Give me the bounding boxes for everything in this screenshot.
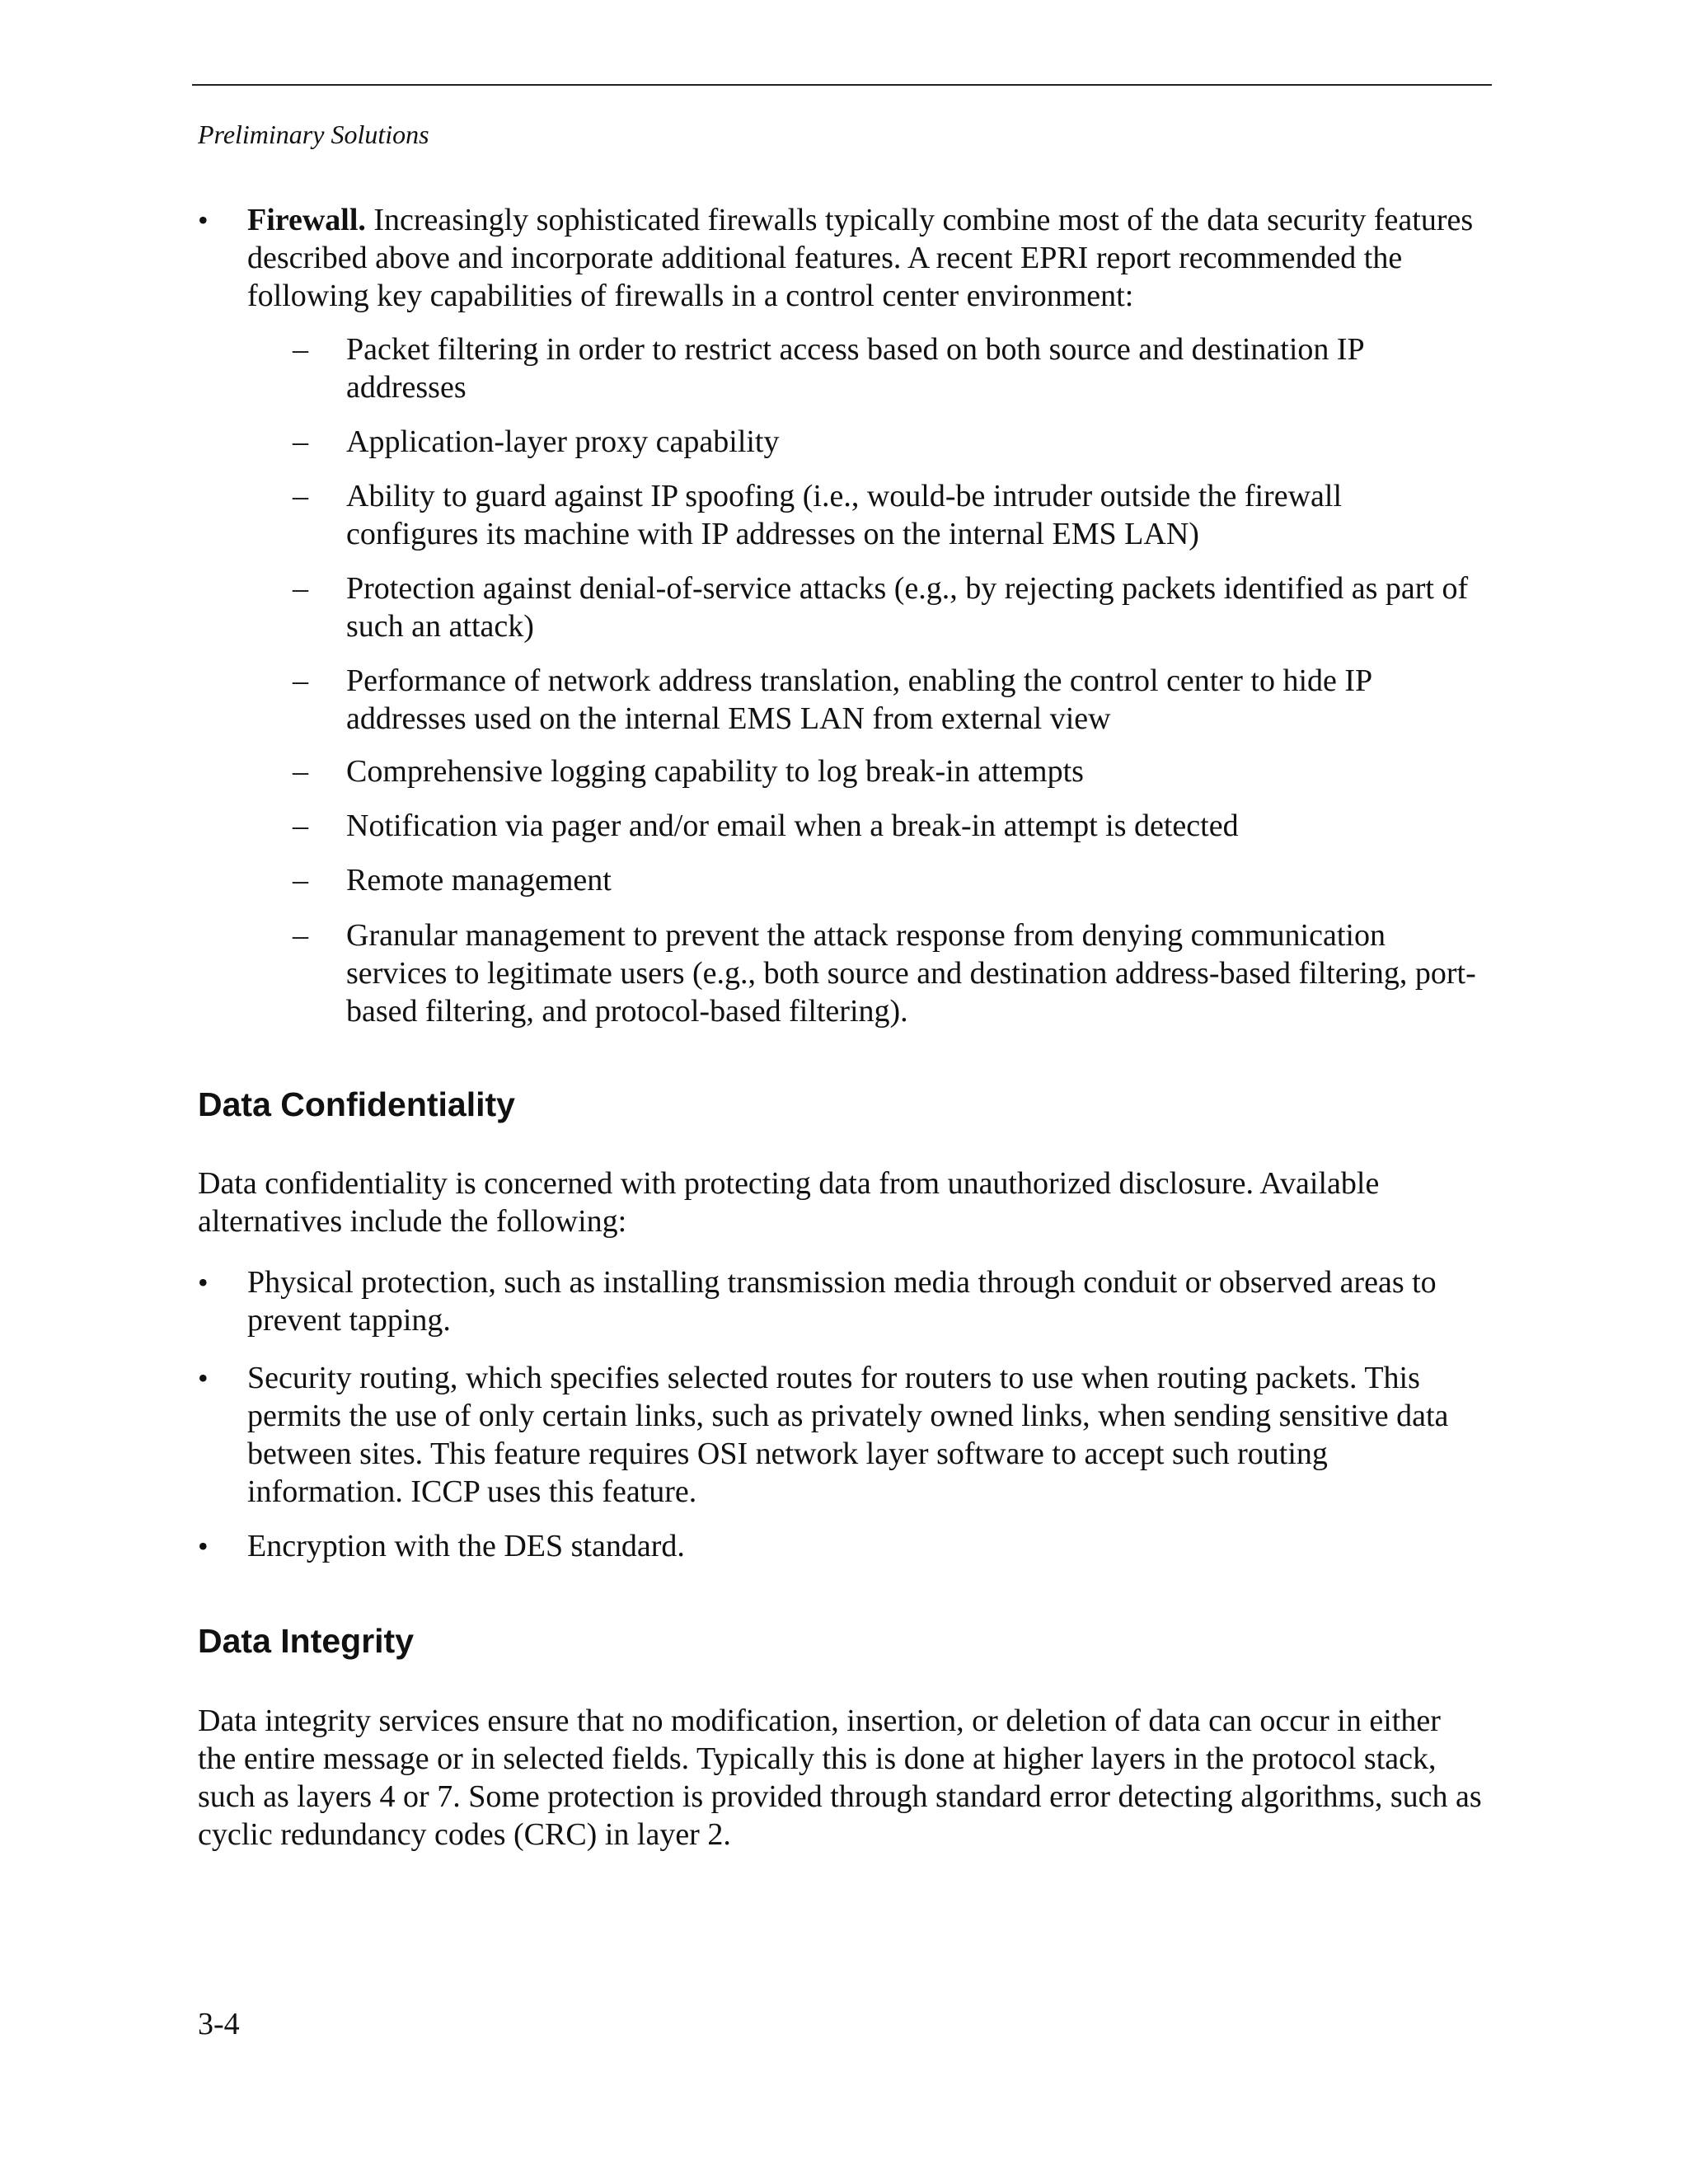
capability-item — [293, 861, 1479, 899]
confidentiality-item-text: Security routing, which specifies selected routes for routers to use when routing packets. This permits the use of only certain links, such as privately owned links, when sending sensitive data between sites. This feature requires OSI network layer software to accept such routing information. ICCP uses this feature. — [247, 1361, 1449, 1509]
capability-item — [293, 752, 1479, 790]
confidentiality-item-text: Encryption with the DES standard. — [247, 1529, 685, 1563]
capability-text: Application-layer proxy capability — [346, 424, 780, 459]
dash-marker: – — [293, 424, 308, 459]
capability-text: Remote management — [346, 863, 612, 898]
capability-item — [293, 807, 1479, 845]
integrity-paragraph: Data integrity services ensure that no modification, insertion, or deletion of data can occur in either the entire message or in selected fields. Typically this is done at higher layers in the protocol stack, such as layers 4 or 7. Some protection is provided through standard error detecting algorithms, such as cyclic redundancy codes (CRC) in layer 2. — [198, 1704, 1482, 1852]
confidentiality-bullet-item — [198, 1359, 1484, 1511]
capability-text: Protection against denial-of-service attacks (e.g., by rejecting packets identified as part of such an attack) — [346, 571, 1469, 644]
capability-text: Granular management to prevent the attack response from denying communication services to legitimate users (e.g., both source and destination address-based filtering, port-based filtering, and protocol-based filtering). — [346, 918, 1476, 1029]
dash-marker: – — [293, 663, 308, 698]
dash-marker: – — [293, 918, 308, 953]
bullet-marker: • — [198, 1266, 209, 1299]
section-heading-confidentiality: Data Confidentiality — [198, 1085, 515, 1123]
capability-item — [293, 916, 1479, 1030]
capability-item — [293, 477, 1479, 553]
dash-marker: – — [293, 754, 308, 789]
bullet-marker: • — [198, 1530, 209, 1563]
firewall-bullet-item — [198, 201, 1484, 315]
bullet-marker: • — [198, 1361, 209, 1394]
capability-text: Performance of network address translation, enabling the control center to hide IP addresses used on the internal EMS LAN from external view — [346, 663, 1372, 736]
dash-marker: – — [293, 571, 308, 606]
confidentiality-bullet-item — [198, 1263, 1484, 1339]
header-rule — [192, 84, 1492, 86]
capability-text: Comprehensive logging capability to log break-in attempts — [346, 754, 1084, 789]
confidentiality-bullet-item — [198, 1527, 1484, 1565]
capability-text: Packet filtering in order to restrict access based on both source and destination IP addresses — [346, 332, 1364, 405]
running-head: Preliminary Solutions — [198, 120, 429, 149]
capability-item — [293, 569, 1479, 645]
page-number: 3-4 — [198, 2007, 240, 2041]
capability-item — [293, 662, 1479, 738]
capability-item — [293, 423, 1479, 461]
firewall-description: Increasingly sophisticated firewalls typically combine most of the data security features described above and incorporate additional features. A recent EPRI report recommended the following key capabilities of firewalls in a control center environment: — [247, 203, 1474, 313]
confidentiality-intro: Data confidentiality is concerned with protecting data from unauthorized disclosure. Available alternatives include the following: — [198, 1166, 1380, 1239]
dash-marker: – — [293, 863, 308, 898]
capability-item — [293, 330, 1479, 406]
dash-marker: – — [293, 808, 308, 843]
section-heading-integrity: Data Integrity — [198, 1622, 414, 1660]
confidentiality-item-text: Physical protection, such as installing transmission media through conduit or observed areas to prevent tapping. — [247, 1265, 1437, 1338]
capability-text: Ability to guard against IP spoofing (i.e., would-be intruder outside the firewall configures its machine with IP addresses on the internal EMS LAN) — [346, 479, 1343, 551]
dash-marker: – — [293, 332, 308, 367]
capability-text: Notification via pager and/or email when a break-in attempt is detected — [346, 808, 1239, 843]
firewall-term: Firewall. — [247, 203, 366, 237]
bullet-marker: • — [198, 204, 209, 237]
dash-marker: – — [293, 479, 308, 513]
